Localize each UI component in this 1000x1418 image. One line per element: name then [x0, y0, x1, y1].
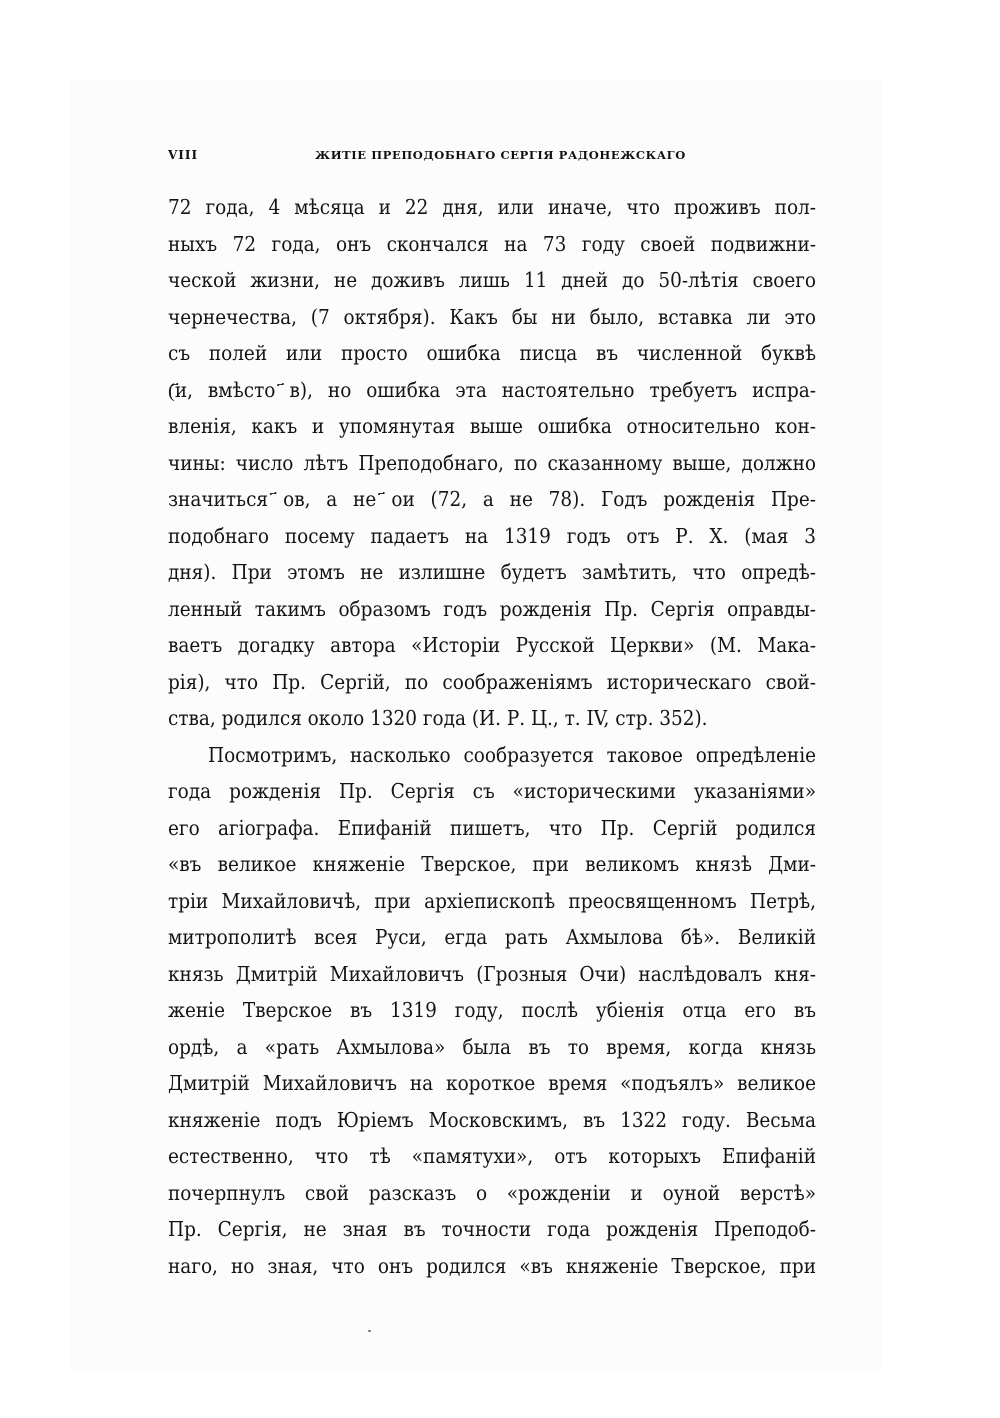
text-line: значиться ҃ов, а не ҃ои (72, а не 78). Годъ рожденія Пре- — [168, 487, 816, 511]
text-line: вленія, какъ и упомянутая выше ошибка относительно кон- — [168, 414, 816, 438]
text-line: тріи Михайловичѣ, при архіепископѣ преосвященномъ Петрѣ, — [168, 888, 816, 913]
text-line: года рожденія Пр. Сергія съ «историческими указаніями» — [168, 779, 816, 803]
text-line: Посмотримъ, насколько сообразуется таковое опредѣленіе — [208, 742, 816, 767]
running-header — [168, 146, 816, 170]
text-line: (҃и, вмѣсто ҃в), но ошибка эта настоятельно требуетъ испра- — [168, 377, 816, 402]
text-line: чины: число лѣтъ Преподобнаго, по сказанному выше, должно — [168, 450, 816, 475]
text-line: ческой жизни, не доживъ лишь 11 дней до 50-лѣтія своего — [168, 268, 816, 292]
text-line: Пр. Сергія, не зная въ точности года рожденія Преподоб- — [168, 1217, 816, 1241]
text-line: подобнаго посему падаетъ на 1319 годъ отъ Р. Х. (мая 3 — [168, 523, 816, 548]
text-line: рія), что Пр. Сергій, по соображеніямъ историческаго свой- — [168, 669, 816, 694]
text-line: ваетъ догадку автора «Исторіи Русской Церкви» (М. Мака- — [168, 633, 816, 657]
text-line: 72 года, 4 мѣсяца и 22 дня, или иначе, что проживъ пол- — [168, 195, 816, 219]
text-line: ныхъ 72 года, онъ скончался на 73 году своей подвижни- — [168, 231, 816, 256]
text-line: женіе Тверское въ 1319 году, послѣ убіенія отца его въ — [168, 998, 816, 1022]
running-title: ЖИТІЕ ПРЕПОДОБНАГО СЕРГІЯ РАДОНЕЖСКАГО — [315, 148, 686, 162]
body-text — [168, 189, 816, 1284]
text-line: «въ великое княженіе Тверское, при великомъ князѣ Дми- — [168, 852, 816, 876]
text-line: наго, но зная, что онъ родился «въ княженіе Тверское, при — [168, 1253, 816, 1278]
text-line: княженіе подъ Юріемъ Московскимъ, въ 1322 году. Весьма — [168, 1107, 816, 1132]
text-line: князь Дмитрій Михайловичъ (Грозныя Очи) наслѣдовалъ кня- — [168, 961, 816, 986]
text-line: ства, родился около 1320 года (И. Р. Ц., т. IV, стр. 352). — [168, 706, 708, 730]
page-number: VIII — [168, 148, 199, 162]
text-line: Дмитрій Михайловичъ на короткое время «подъялъ» великое — [168, 1071, 816, 1095]
text-line: дня). При этомъ не излишне будетъ замѣтить, что опредѣ- — [168, 560, 816, 584]
text-line: ленный такимъ образомъ годъ рожденія Пр. Сергія оправды- — [168, 596, 816, 621]
text-line: естественно, что тѣ «памятухи», отъ которыхъ Епифаній — [168, 1144, 816, 1168]
text-line: его агіографа. Епифаній пишетъ, что Пр. Сергій родился — [168, 815, 816, 840]
scan-speck — [368, 1330, 371, 1332]
text-line: чернечества, (7 октября). Какъ бы ни было, вставка ли это — [168, 304, 816, 329]
text-line: митрополитѣ всея Руси, егда рать Ахмылова бѣ». Великій — [168, 925, 816, 949]
text-line: ордѣ, а «рать Ахмылова» была въ то время, когда князь — [168, 1034, 816, 1059]
text-line: съ полей или просто ошибка писца въ численной буквѣ — [168, 341, 816, 365]
text-line: почерпнулъ свой разсказъ о «рожденіи и оуной верстѣ» — [168, 1180, 816, 1205]
